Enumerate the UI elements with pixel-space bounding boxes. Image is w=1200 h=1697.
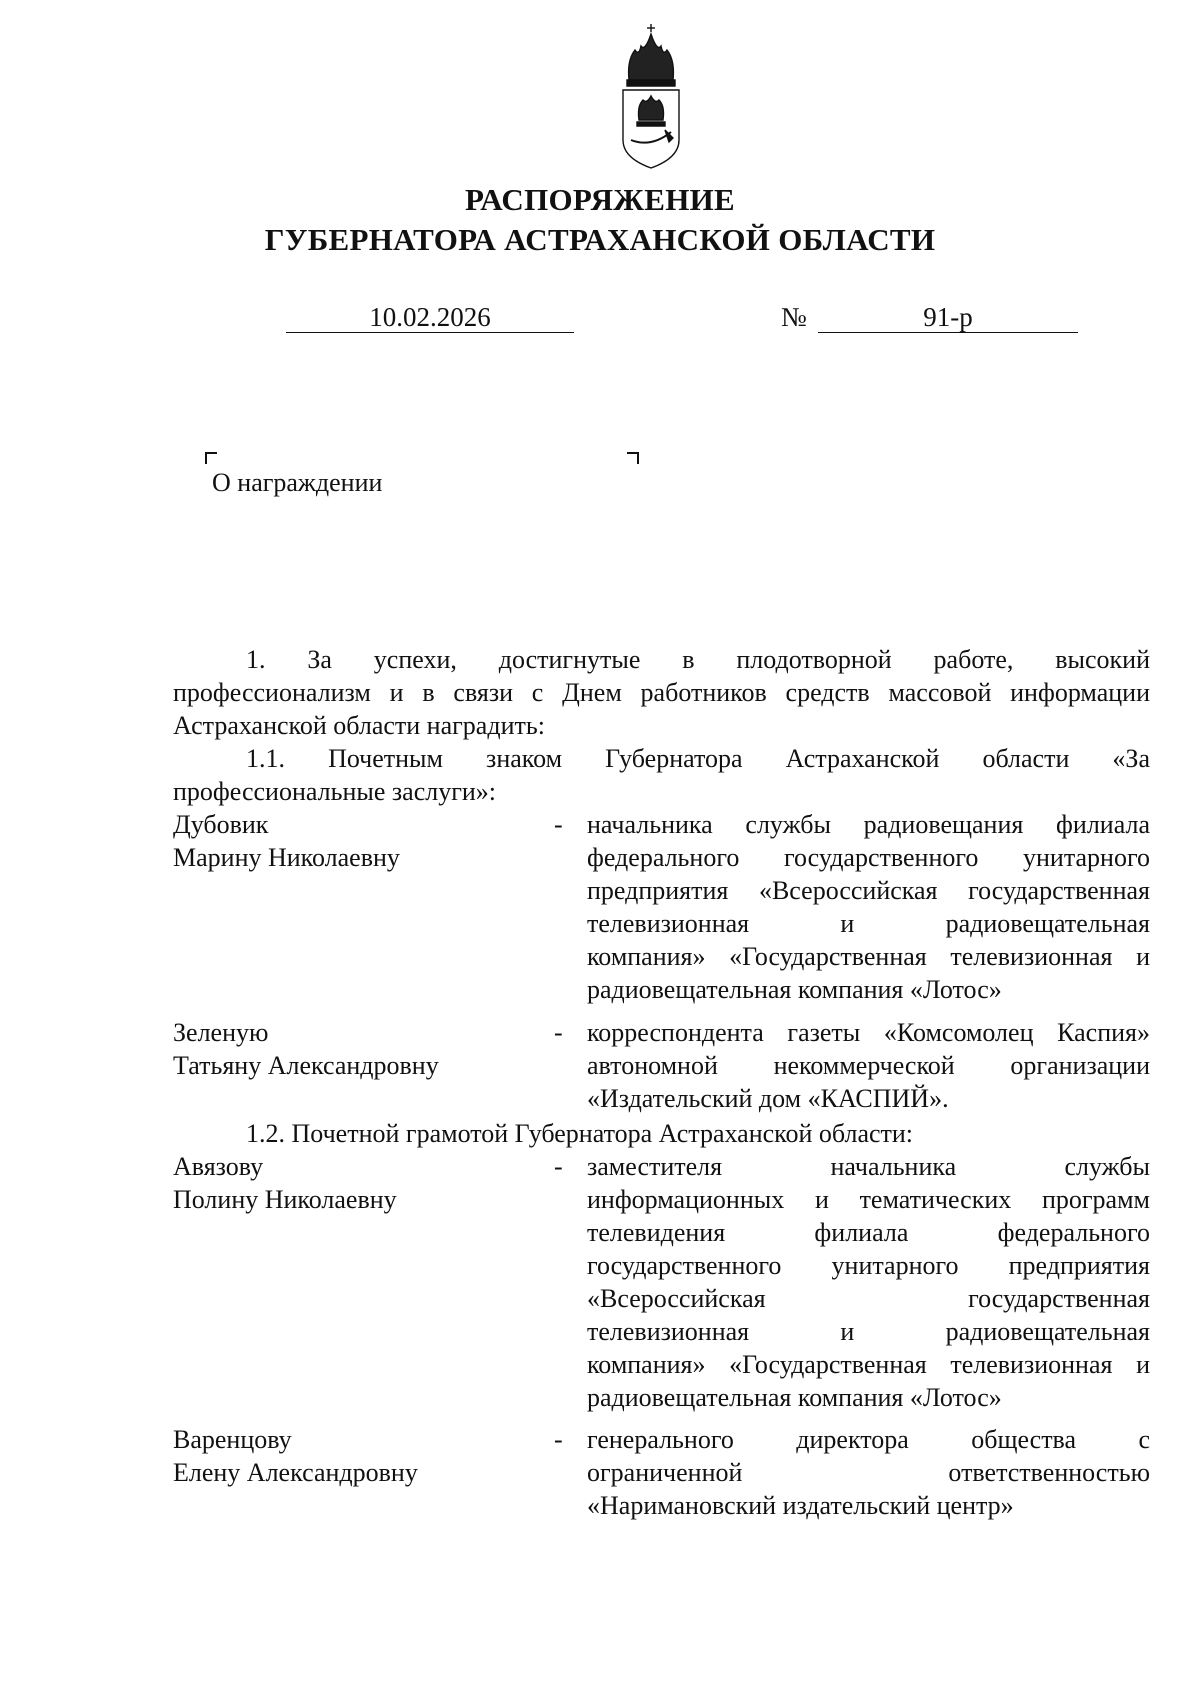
awardee-name (173, 1016, 553, 1082)
section-1-heading-line: 1.1. Почетным знаком Губернатора Астраханской области «За (246, 744, 1150, 773)
position-line: телевизионная и радиовещательная (587, 909, 1150, 938)
position-line: автономной некоммерческой организации (587, 1051, 1150, 1080)
position-line: генерального директора общества с (587, 1425, 1150, 1454)
position-line: ограниченной ответственностью (587, 1458, 1150, 1487)
position-line: федерального государственного унитарного (587, 843, 1150, 872)
position-line: «Издательский дом «КАСПИЙ». (587, 1084, 949, 1113)
position-line: начальника службы радиовещания филиала (587, 810, 1150, 839)
paragraph-line: 1. За успехи, достигнутые в плодотворной работе, высокий (246, 645, 1150, 674)
position-line: государственного унитарного предприятия (587, 1251, 1150, 1280)
document-title: РАСПОРЯЖЕНИЕ (464, 182, 736, 217)
paragraph-1 (173, 643, 1150, 808)
awardee-position (587, 808, 1150, 1006)
subject-corner-right (627, 452, 639, 464)
paragraph-line: профессионализм и в связи с Днем работников средств массовой информации (173, 678, 1150, 707)
position-line: «Наримановский издательский центр» (587, 1491, 1014, 1520)
awardee-position (587, 1423, 1150, 1522)
document-number: 91-р (818, 306, 1078, 333)
position-line: радиовещательная компания «Лотос» (587, 1383, 1002, 1412)
awardee-name (173, 808, 553, 874)
awardee-dash: - (554, 1152, 563, 1181)
paragraph-line: Астраханской области наградить: (173, 711, 545, 740)
document-date: 10.02.2026 (286, 306, 574, 333)
awardee-given-name: Елену Александровну (173, 1458, 418, 1487)
awardee-given-name: Марину Николаевну (173, 843, 400, 872)
awardee-position (587, 1016, 1150, 1115)
position-line: телевизионная и радиовещательная (587, 1317, 1150, 1346)
subject-corner-left (205, 452, 217, 464)
position-line: компания» «Государственная телевизионная и (587, 942, 1150, 971)
position-line: компания» «Государственная телевизионная и (587, 1350, 1150, 1379)
awardee-surname: Дубовик (173, 810, 269, 839)
awardee-given-name: Татьяну Александровну (173, 1051, 439, 1080)
awardee-dash: - (554, 810, 563, 839)
number-sign: № (781, 302, 807, 332)
awardee-dash: - (554, 1425, 563, 1454)
position-line: информационных и тематических программ (587, 1185, 1150, 1214)
awardee-position (587, 1150, 1150, 1414)
awardee-surname: Авязову (173, 1152, 264, 1181)
awardee-surname: Варенцову (173, 1425, 292, 1454)
awardee-given-name: Полину Николаевну (173, 1185, 397, 1214)
document-issuer: ГУБЕРНАТОРА АСТРАХАНСКОЙ ОБЛАСТИ (264, 222, 936, 257)
awardee-surname: Зеленую (173, 1018, 269, 1047)
position-line: заместителя начальника службы (587, 1152, 1150, 1181)
coat-of-arms-icon (613, 20, 689, 170)
section-1-heading-line: профессиональные заслуги»: (173, 777, 497, 806)
awardee-dash: - (554, 1018, 563, 1047)
position-line: корреспондента газеты «Комсомолец Каспия» (587, 1018, 1150, 1047)
position-line: радиовещательная компания «Лотос» (587, 975, 1002, 1004)
position-line: «Всероссийская государственная (587, 1284, 1150, 1313)
position-line: предприятия «Всероссийская государственная (587, 876, 1150, 905)
position-line: телевидения филиала федерального (587, 1218, 1150, 1247)
awardee-name (173, 1150, 553, 1216)
awardee-name (173, 1423, 553, 1489)
section-2-heading: 1.2. Почетной грамотой Губернатора Астраханской области: (246, 1119, 914, 1148)
document-subject: О награждении (212, 468, 383, 497)
